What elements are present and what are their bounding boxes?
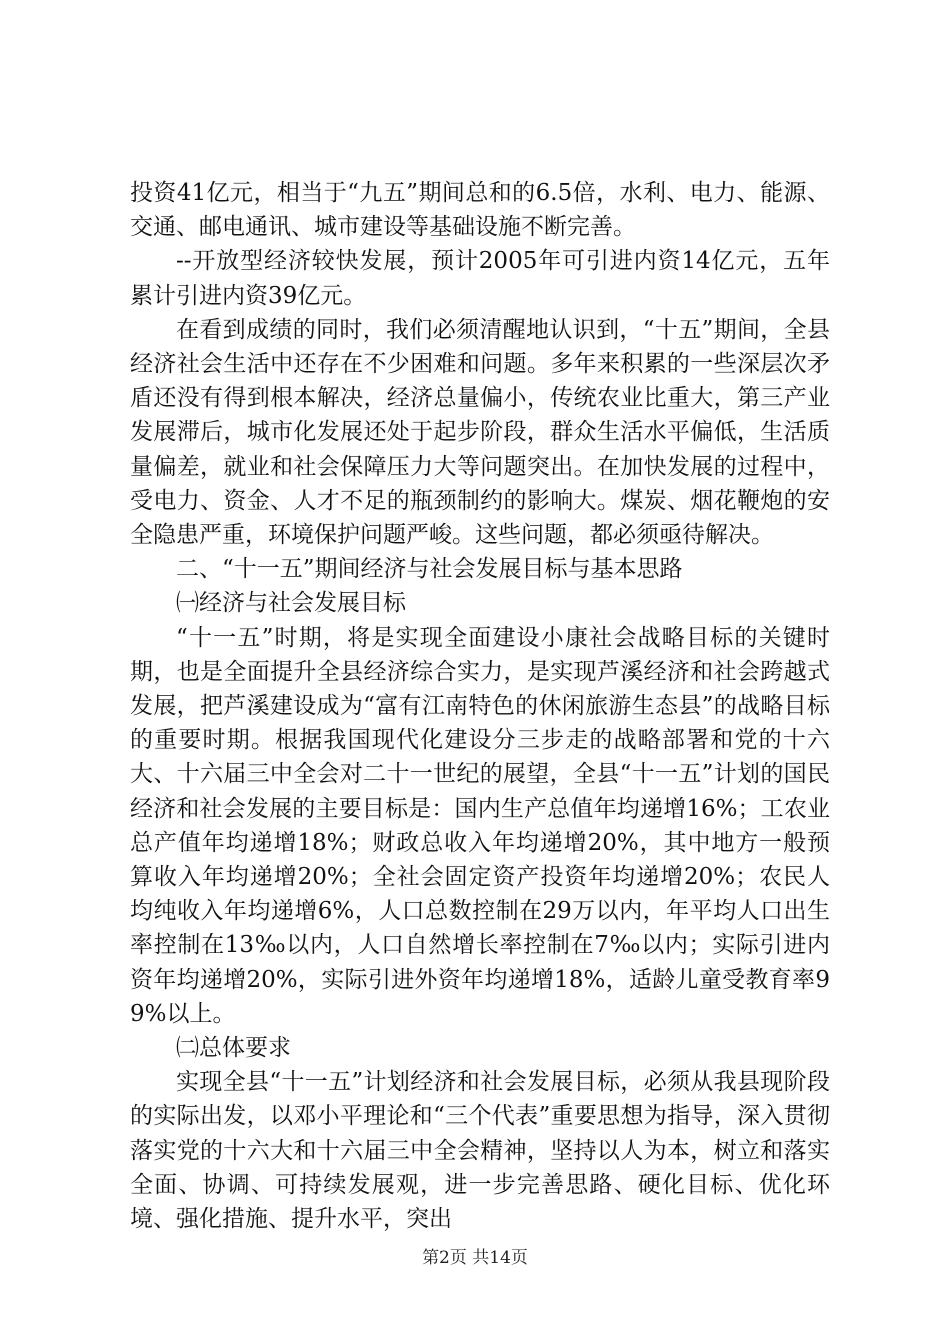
page-number-footer: 第2页 共14页 bbox=[422, 1248, 528, 1268]
subsection-heading-requirements: ㈡总体要求 bbox=[176, 1035, 291, 1062]
paragraph-open-economy: --开放型经济较快发展，预计2005年可引进内资14亿元，五年累计引进内资39亿元。 bbox=[130, 248, 830, 309]
subsection-heading-targets: ㈠经济与社会发展目标 bbox=[176, 590, 406, 617]
document-body bbox=[130, 176, 830, 1236]
paragraph-targets: “十一五”时期，将是实现全面建设小康社会战略目标的关键时期，也是全面提升全县经济综合实力，是实现芦溪经济和社会跨越式发展，把芦溪建设成为“富有江南特色的休闲旅游生态县”的战略目标的重要时期。根据我国现代化建设分三步走的战略部署和党的十六大、十六届三中全会对二十一世纪的展望，全县“十一五”计划的国民经济和社会发展的主要目标是：国内生产总值年均递增16%；工农业总产值年均递增18%；财政总收入年均递增20%，其中地方一般预算收入年均递增20%；全社会固定资产投资年均递增20%；农民人均纯收入年均递增6%，人口总数控制在29万以内，年平均人口出生率控制在13‰以内，人口自然增长率控制在7‰以内；实际引进内资年均递增20%，实际引进外资年均递增18%，适龄儿童受教育率99%以上。 bbox=[130, 624, 830, 1027]
paragraph-problems: 在看到成绩的同时，我们必须清醒地认识到，“十五”期间，全县经济社会生活中还存在不少困难和问题。多年来积累的一些深层次矛盾还没有得到根本解决，经济总量偏小，传统农业比重大，第三产业发展滞后，城市化发展还处于起步阶段，群众生活水平偏低，生活质量偏差，就业和社会保障压力大等问题突出。在加快发展的过程中，受电力、资金、人才不足的瓶颈制约的影响大。煤炭、烟花鞭炮的安全隐患严重，环境保护问题严峻。这些问题，都必须亟待解决。 bbox=[130, 316, 830, 549]
section-heading-goals: 二、“十一五”期间经济与社会发展目标与基本思路 bbox=[176, 556, 683, 583]
paragraph-continuation: 投资41亿元，相当于“九五”期间总和的6.5倍，水利、电力、能源、交通、邮电通讯、城市建设等基础设施不断完善。 bbox=[130, 180, 830, 241]
paragraph-requirements: 实现全县“十一五”计划经济和社会发展目标，必须从我县现阶段的实际出发，以邓小平理论和“三个代表”重要思想为指导，深入贯彻落实党的十六大和十六届三中全会精神，坚持以人为本，树立和落实全面、协调、可持续发展观，进一步完善思路、硬化目标、优化环境、强化措施、提升水平，突出 bbox=[130, 1069, 830, 1233]
